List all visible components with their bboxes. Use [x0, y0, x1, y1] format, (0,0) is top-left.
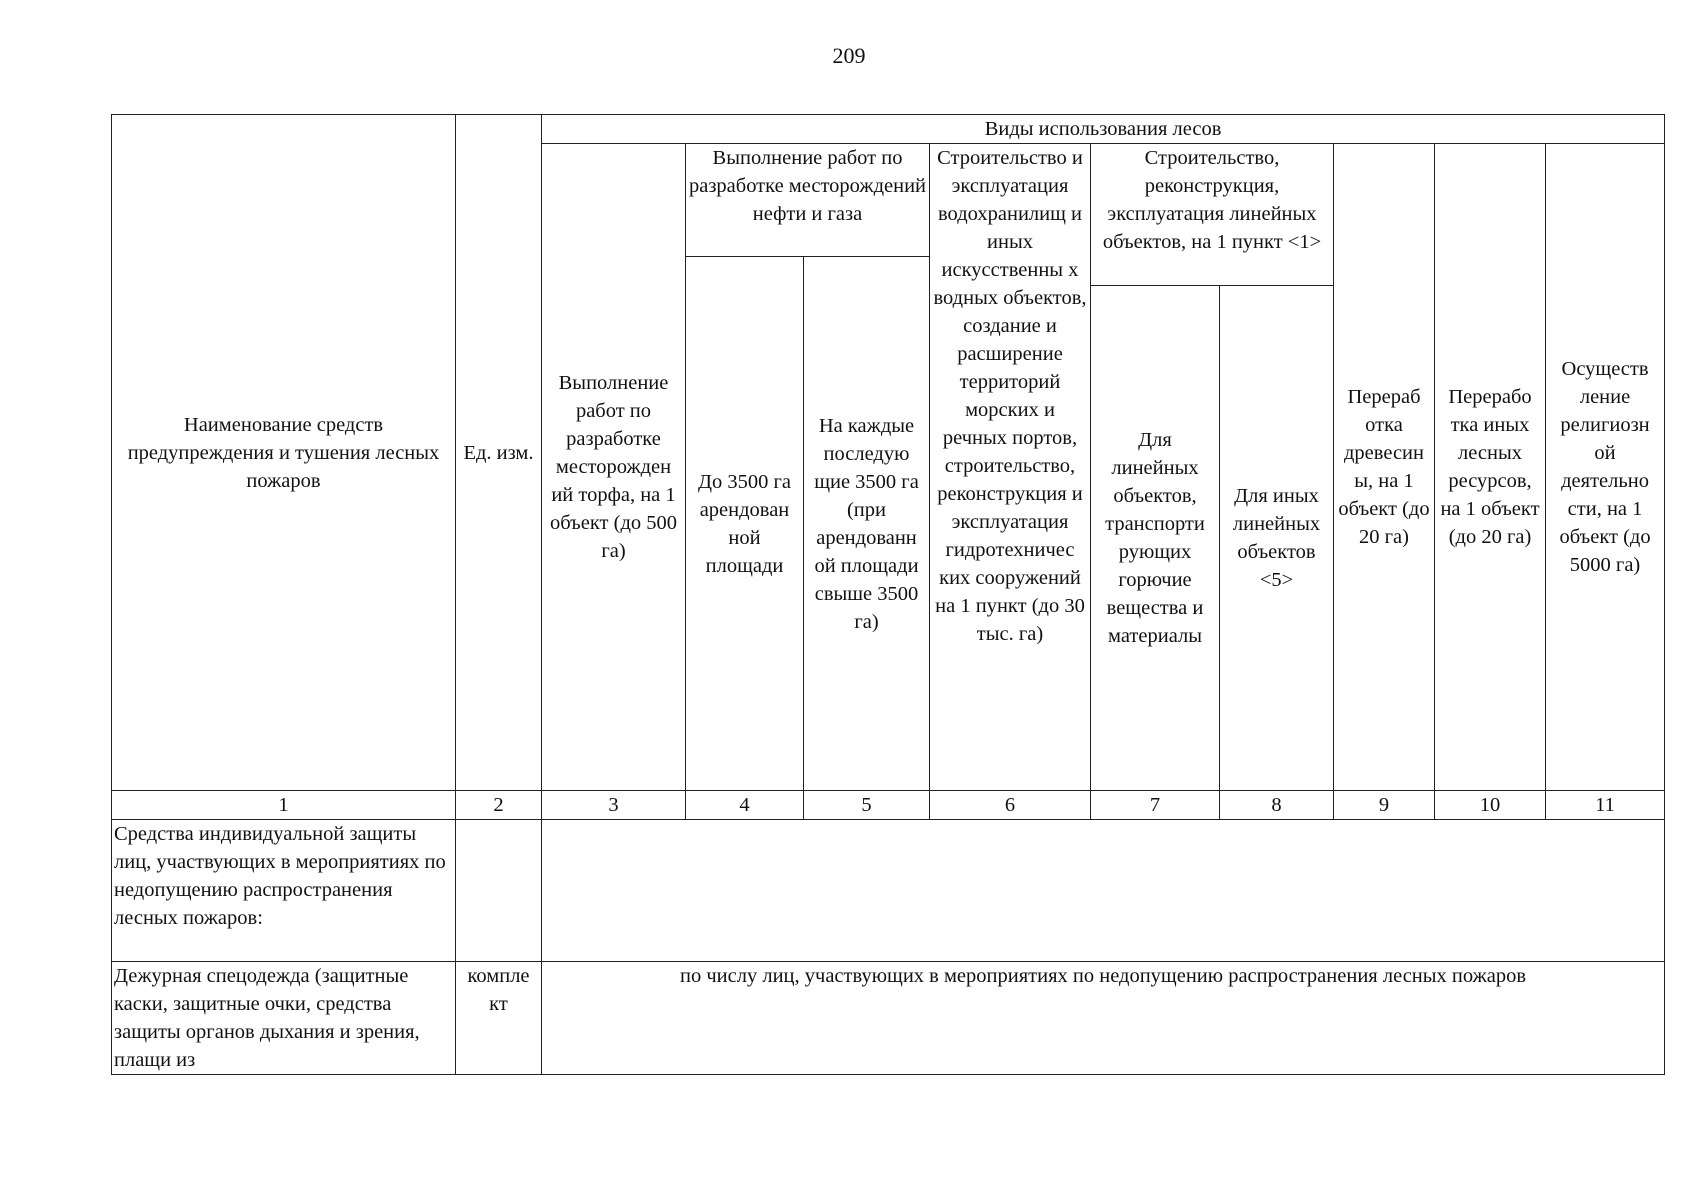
- column-number: 8: [1220, 791, 1334, 820]
- column-number: 4: [686, 791, 804, 820]
- row-value-cell: [542, 820, 1665, 962]
- header-name-column: Наименование средств предупреждения и тушения лесных пожаров: [112, 115, 456, 791]
- forest-fire-means-table: [111, 114, 1665, 1075]
- column-number: 6: [930, 791, 1091, 820]
- row-name-cell: Средства индивидуальной защиты лиц, участвующих в мероприятиях по недопущению распространения лесных пожаров:: [112, 820, 456, 962]
- header-religious-activity: Осуществ ление религиозн ой деятельно сти, на 1 объект (до 5000 га): [1546, 144, 1665, 791]
- table-row: [112, 962, 1665, 1075]
- header-linear-other: Для иных линейных объектов <5>: [1220, 286, 1334, 791]
- row-value-cell: по числу лиц, участвующих в мероприятиях по недопущению распространения лесных пожаров: [542, 962, 1665, 1075]
- header-unit-column: Ед. изм.: [456, 115, 542, 791]
- column-number: 5: [804, 791, 930, 820]
- header-linear-flammable: Для линейных объектов, транспорти рующих горючие вещества и материалы: [1091, 286, 1220, 791]
- page-number: 209: [832, 43, 866, 68]
- header-oil-gas-group: Выполнение работ по разработке месторождений нефти и газа: [686, 144, 930, 257]
- table-row: [112, 820, 1665, 962]
- header-other-resources-processing: Перерабо тка иных лесных ресурсов, на 1 объект (до 20 га): [1435, 144, 1546, 791]
- column-number: 11: [1546, 791, 1665, 820]
- header-reservoirs-ports: Строительство и эксплуатация водохранилищ и иных искусственны х водных объектов, создание и расширение территорий морских и речных портов, строительство, реконструкция и эксплуатация гидротехничес ких сооружений на 1 пункт (до 30 тыс. га): [930, 144, 1091, 791]
- column-number: 9: [1334, 791, 1435, 820]
- column-numbers-row: [112, 791, 1665, 820]
- column-number: 7: [1091, 791, 1220, 820]
- header-oil-gas-each-next-3500: На каждые последую щие 3500 га (при арендованн ой площади свыше 3500 га): [804, 257, 930, 791]
- header-oil-gas-first-3500: До 3500 га арендован ной площади: [686, 257, 804, 791]
- column-number: 2: [456, 791, 542, 820]
- header-peat-extraction: Выполнение работ по разработке месторожден ий торфа, на 1 объект (до 500 га): [542, 144, 686, 791]
- header-forest-use-types: Виды использования лесов: [542, 115, 1665, 144]
- header-wood-processing: Перераб отка древесин ы, на 1 объект (до 20 га): [1334, 144, 1435, 791]
- column-number: 1: [112, 791, 456, 820]
- row-name-cell: Дежурная спецодежда (защитные каски, защитные очки, средства защиты органов дыхания и зрения, плащи из: [112, 962, 456, 1075]
- header-linear-objects-group: Строительство, реконструкция, эксплуатация линейных объектов, на 1 пункт <1>: [1091, 144, 1334, 286]
- header-row-1: [112, 115, 1665, 144]
- row-unit-cell: [456, 820, 542, 962]
- column-number: 10: [1435, 791, 1546, 820]
- column-number: 3: [542, 791, 686, 820]
- row-unit-cell: компле кт: [456, 962, 542, 1075]
